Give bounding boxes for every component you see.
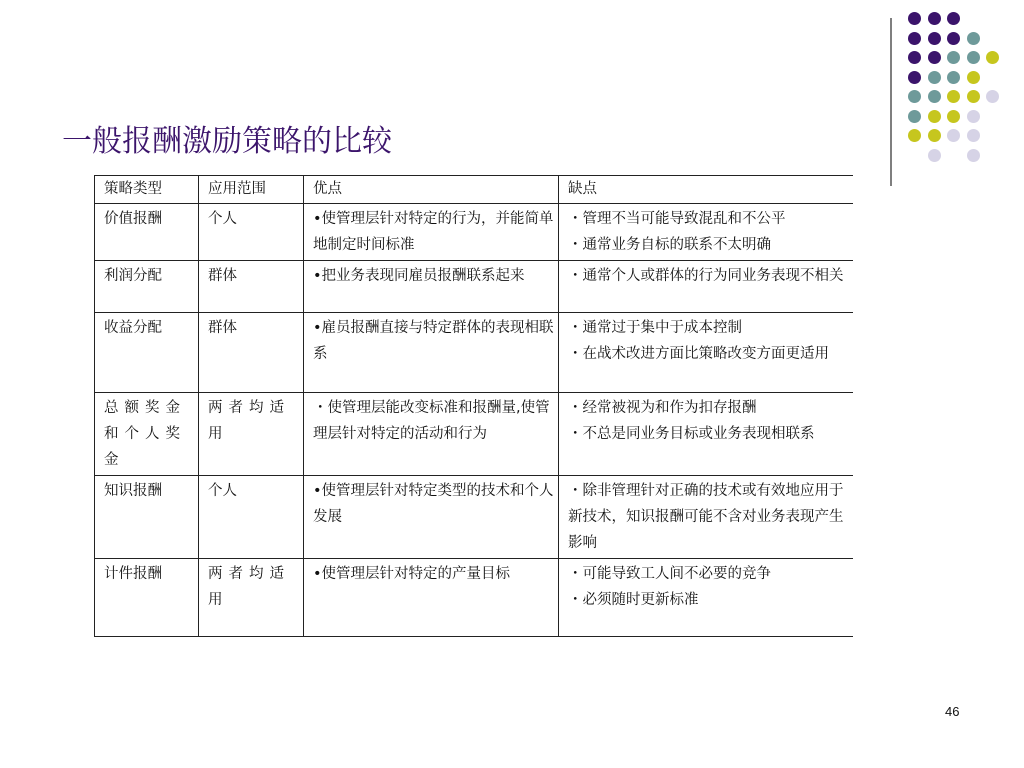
decorative-dot — [947, 32, 960, 45]
header-scope: 应用范围 — [199, 176, 304, 204]
cell-type: 知识报酬 — [95, 476, 199, 559]
decorative-dot — [967, 110, 980, 123]
cell-type: 价值报酬 — [95, 204, 199, 261]
header-pros: 优点 — [304, 176, 559, 204]
cons-item: ・在战术改进方面比策略改变方面更适用 — [568, 346, 829, 362]
table-row — [95, 261, 853, 313]
pros-item: •雇员报酬直接与特定群体的表现相联系 — [313, 320, 554, 362]
strategy-comparison-table — [94, 175, 853, 637]
cell-type: 利润分配 — [95, 261, 199, 313]
cons-item: ・不总是同业务目标或业务表现相联系 — [568, 426, 815, 442]
decorative-dot — [967, 129, 980, 142]
cell-cons — [559, 261, 853, 313]
decorative-dot — [908, 32, 921, 45]
cons-item: ・必须随时更新标准 — [568, 592, 699, 608]
cell-type: 计件报酬 — [95, 559, 199, 637]
cons-item: ・通常业务自标的联系不太明确 — [568, 237, 771, 253]
page-number: 46 — [945, 704, 960, 719]
decorative-dot — [947, 12, 960, 25]
cell-scope: 个人 — [199, 204, 304, 261]
table-row — [95, 393, 853, 476]
decorative-dot — [967, 149, 980, 162]
decorative-dot — [947, 129, 960, 142]
cell-scope: 群体 — [199, 313, 304, 393]
decorative-dot — [928, 90, 941, 103]
decorative-dot — [967, 32, 980, 45]
cell-scope: 群体 — [199, 261, 304, 313]
cons-item: ・经常被视为和作为扣存报酬 — [568, 400, 757, 416]
cell-pros — [304, 313, 559, 393]
cell-pros — [304, 476, 559, 559]
cell-cons — [559, 476, 853, 559]
decorative-dot — [967, 51, 980, 64]
decorative-dot — [908, 51, 921, 64]
table-row — [95, 559, 853, 637]
decorative-dot — [928, 51, 941, 64]
decorative-dot-grid — [908, 12, 1008, 172]
cell-cons — [559, 313, 853, 393]
cons-item: ・除非管理针对正确的技术或有效地应用于新技术，知识报酬可能不含对业务表现产生影响 — [568, 483, 844, 551]
cell-type: 收益分配 — [95, 313, 199, 393]
cell-pros — [304, 204, 559, 261]
header-cons: 缺点 — [559, 176, 853, 204]
cell-pros — [304, 559, 559, 637]
decorative-dot — [928, 110, 941, 123]
cons-item: ・通常过于集中于成本控制 — [568, 320, 742, 336]
decorative-dot — [908, 71, 921, 84]
decorative-dot — [967, 90, 980, 103]
decorative-dot — [947, 51, 960, 64]
decorative-dot — [928, 149, 941, 162]
cell-pros — [304, 261, 559, 313]
cons-item: ・管理不当可能导致混乱和不公平 — [568, 211, 786, 227]
slide-title: 一般报酬激励策略的比较 — [62, 124, 392, 159]
pros-item: ・使管理层能改变标准和报酬量,使管理层针对特定的活动和行为 — [313, 400, 550, 442]
vertical-divider — [890, 18, 892, 186]
decorative-dot — [908, 110, 921, 123]
pros-item: •使管理层针对特定的行为，并能简单地制定时间标准 — [313, 211, 554, 253]
cell-scope: 个人 — [199, 476, 304, 559]
decorative-dot — [928, 12, 941, 25]
header-strategy-type: 策略类型 — [95, 176, 199, 204]
decorative-dot — [928, 129, 941, 142]
cell-cons — [559, 204, 853, 261]
decorative-dot — [947, 71, 960, 84]
pros-item: •把业务表现同雇员报酬联系起来 — [313, 268, 525, 284]
cons-item: ・通常个人或群体的行为同业务表现不相关 — [568, 268, 844, 284]
cell-type: 总额奖金和个人奖金 — [95, 393, 199, 476]
decorative-dot — [928, 71, 941, 84]
table-row — [95, 204, 853, 261]
table-row — [95, 476, 853, 559]
cell-pros — [304, 393, 559, 476]
decorative-dot — [908, 90, 921, 103]
decorative-dot — [986, 51, 999, 64]
pros-item: •使管理层针对特定类型的技术和个人发展 — [313, 483, 554, 525]
table-header-row — [95, 176, 853, 204]
decorative-dot — [928, 32, 941, 45]
decorative-dot — [908, 129, 921, 142]
table-row — [95, 313, 853, 393]
cons-item: ・可能导致工人间不必要的竞争 — [568, 566, 771, 582]
decorative-dot — [967, 71, 980, 84]
pros-item: •使管理层针对特定的产量目标 — [313, 566, 511, 582]
decorative-dot — [986, 90, 999, 103]
cell-cons — [559, 559, 853, 637]
decorative-dot — [947, 90, 960, 103]
cell-scope: 两者均适用 — [199, 393, 304, 476]
decorative-dot — [908, 12, 921, 25]
cell-scope: 两者均适用 — [199, 559, 304, 637]
cell-cons — [559, 393, 853, 476]
decorative-dot — [947, 110, 960, 123]
